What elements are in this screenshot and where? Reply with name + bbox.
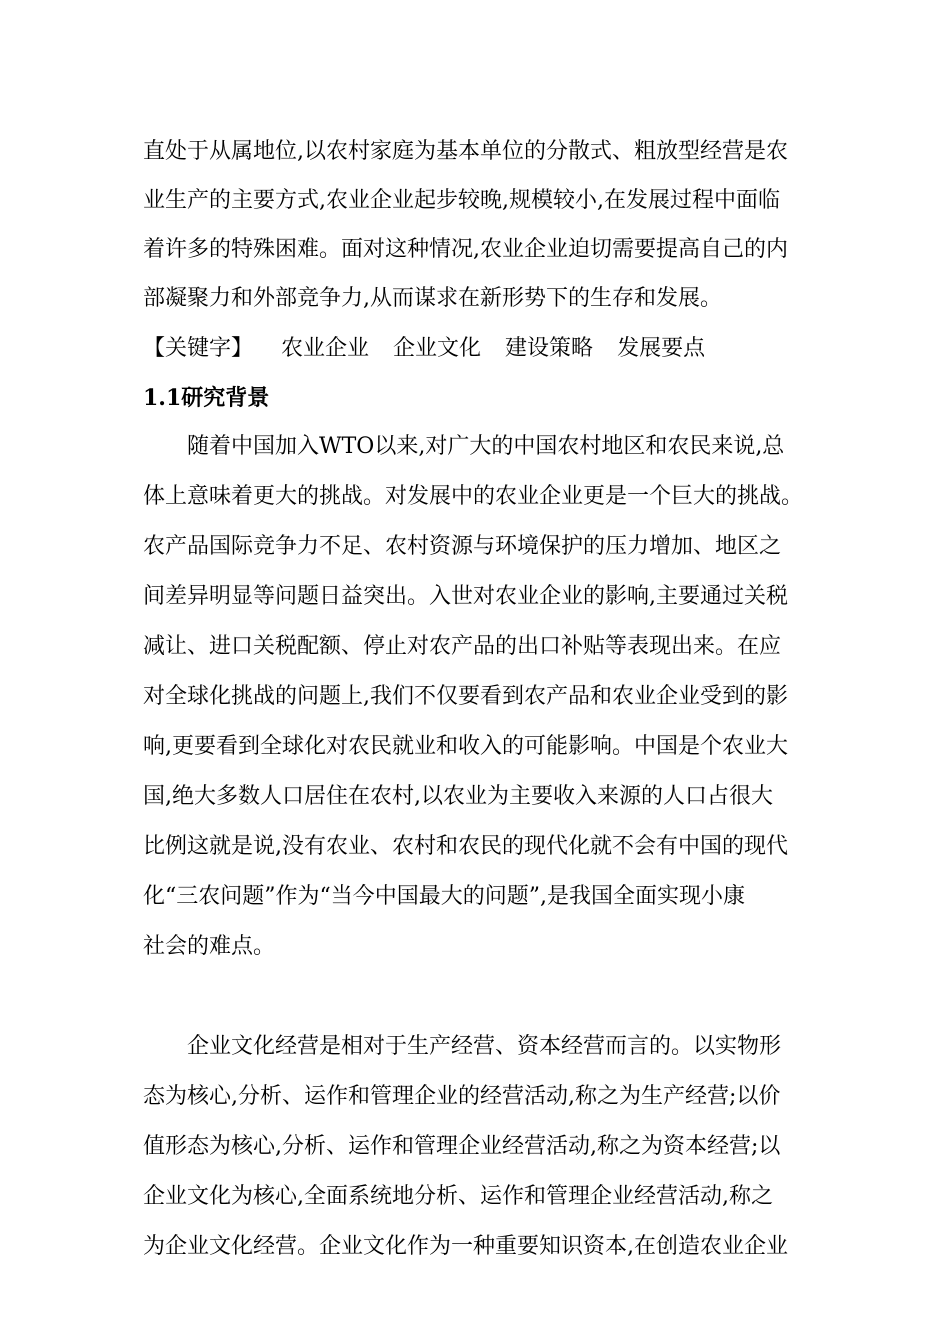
para1-line: 体上意味着更大的挑战。对发展中的农业企业更是一个巨大的挑战。: [143, 484, 804, 509]
intro-line: 直处于从属地位,以农村家庭为基本单位的分散式、粗放型经营是农: [143, 139, 788, 164]
para2-line: 企业文化为核心,全面系统地分析、运作和管理企业经营活动,称之: [143, 1184, 773, 1209]
para1-line: 社会的难点。: [143, 934, 276, 959]
para1-line: 国,绝大多数人口居住在农村,以农业为主要收入来源的人口占很大: [143, 784, 773, 809]
para1-line: 对全球化挑战的问题上,我们不仅要看到农产品和农业企业受到的影: [143, 684, 788, 709]
intro-line: 着许多的特殊困难。面对这种情况,农业企业迫切需要提高自己的内: [143, 237, 788, 262]
para1-line: 化“三农问题”作为“当今中国最大的问题”,是我国全面实现小康: [143, 884, 745, 909]
para1-line: 比例这就是说,没有农业、农村和农民的现代化就不会有中国的现代: [143, 834, 788, 859]
keyword-item: 农业企业: [281, 336, 370, 361]
para2-line: 为企业文化经营。企业文化作为一种重要知识资本,在创造农业企业: [143, 1234, 788, 1259]
keywords-label: 【关键字】: [143, 336, 254, 361]
para2-line: 企业文化经营是相对于生产经营、资本经营而言的。以实物形: [187, 1034, 782, 1059]
keyword-item: 建设策略: [505, 336, 594, 361]
section-heading: 1.1研究背景: [143, 385, 270, 411]
keyword-item: 发展要点: [617, 336, 706, 361]
keywords-row: [143, 334, 823, 364]
keyword-item: 企业文化: [393, 336, 482, 361]
para1-line: 随着中国加入WTO以来,对广大的中国农村地区和农民来说,总: [187, 434, 785, 459]
intro-line: 业生产的主要方式,农业企业起步较晚,规模较小,在发展过程中面临: [143, 188, 780, 213]
para1-line: 间差异明显等问题日益突出。入世对农业企业的影响,主要通过关税: [143, 584, 788, 609]
intro-line: 部凝聚力和外部竞争力,从而谋求在新形势下的生存和发展。: [143, 286, 722, 311]
para1-line: 减让、进口关税配额、停止对农产品的出口补贴等表现出来。在应: [143, 634, 782, 659]
para1-line: 响,更要看到全球化对农民就业和收入的可能影响。中国是个农业大: [143, 734, 788, 759]
para2-line: 值形态为核心,分析、运作和管理企业经营活动,称之为资本经营;以: [143, 1134, 781, 1159]
para1-line: 农产品国际竞争力不足、农村资源与环境保护的压力增加、地区之: [143, 534, 782, 559]
para2-line: 态为核心,分析、运作和管理企业的经营活动,称之为生产经营;以价: [143, 1084, 781, 1109]
